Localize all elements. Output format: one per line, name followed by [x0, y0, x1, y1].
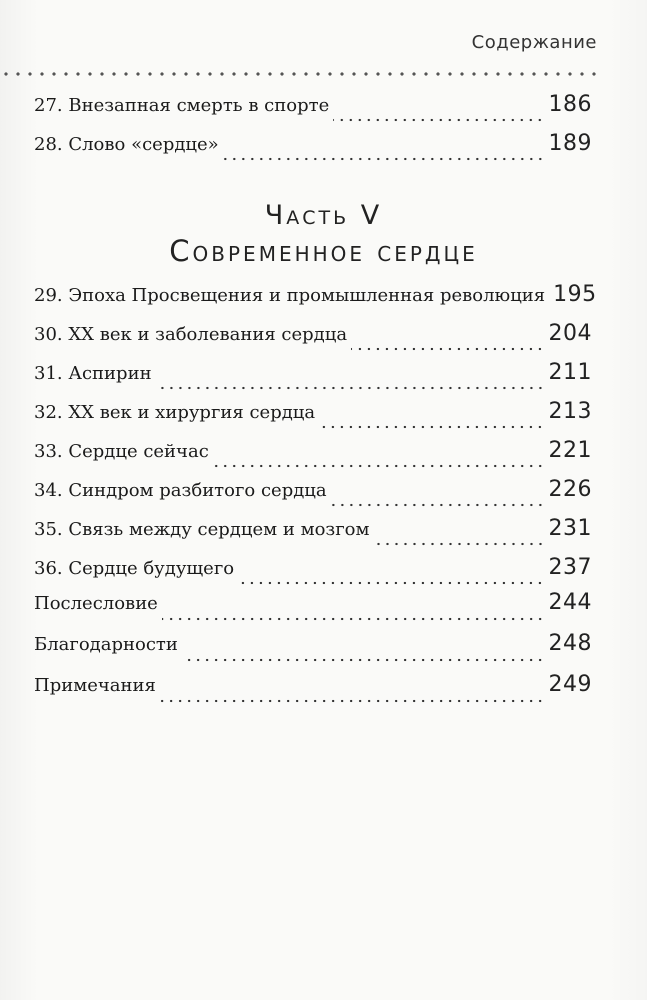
running-head: Содержание: [471, 32, 597, 53]
dot-leader: [319, 425, 544, 429]
dot-leader: [238, 581, 544, 585]
toc-entry-page: 195: [553, 282, 597, 307]
toc-entry-title: 33. Сердце сейчас: [34, 441, 209, 462]
toc-entry-page: 237: [548, 555, 592, 580]
toc-entry-title: 30. XX век и заболевания сердца: [34, 324, 348, 345]
toc-entry-30[interactable]: [34, 321, 592, 360]
toc-entry-page: 249: [548, 672, 592, 697]
dot-leader: [213, 464, 545, 468]
dot-leader: [333, 118, 544, 122]
part-title: Современное сердце: [169, 234, 478, 268]
toc-entry-acknowledgements[interactable]: [34, 631, 592, 672]
toc-entry-page: 211: [548, 360, 592, 385]
dot-leader: [374, 542, 545, 546]
toc-entry-title: 35. Связь между сердцем и мозгом: [34, 519, 370, 540]
toc-entry-27[interactable]: [34, 92, 592, 131]
toc-entry-title: 31. Аспирин: [34, 363, 152, 384]
toc-entry-page: 226: [548, 477, 592, 502]
toc-entry-title: 28. Слово «сердце»: [34, 134, 219, 155]
dot-leader: [182, 658, 545, 662]
toc-entry-28[interactable]: [34, 131, 592, 170]
toc-entry-page: 244: [548, 590, 592, 615]
part-label: Часть V: [264, 200, 383, 231]
toc-entry-title: 27. Внезапная смерть в спорте: [34, 95, 330, 116]
toc-entry-page: 231: [548, 516, 592, 541]
toc-entry-title: Благодарности: [34, 634, 178, 655]
dot-leader: [156, 386, 545, 390]
toc-entry-page: 248: [548, 631, 592, 656]
toc-entry-title: 32. XX век и хирургия сердца: [34, 402, 316, 423]
toc-entry-page: 204: [548, 321, 592, 346]
dotted-header-rule: [0, 72, 603, 76]
dot-leader: [160, 699, 545, 703]
toc-entry-title: 29. Эпоха Просвещения и промышленная революция: [34, 285, 546, 306]
dot-leader: [331, 503, 545, 507]
toc-entry-notes[interactable]: [34, 672, 592, 713]
toc-entry-page: 221: [548, 438, 592, 463]
toc-entry-title: 36. Сердце будущего: [34, 558, 235, 579]
toc-section-back-matter: [34, 590, 592, 713]
toc-section-part-5: [34, 282, 597, 594]
toc-section-top: [34, 92, 592, 170]
toc-entry-32[interactable]: [34, 399, 592, 438]
toc-entry-title: 34. Синдром разбитого сердца: [34, 480, 327, 501]
toc-entry-31[interactable]: [34, 360, 592, 399]
toc-entry-29[interactable]: [34, 282, 597, 321]
toc-entry-33[interactable]: [34, 438, 592, 477]
toc-entry-36[interactable]: [34, 555, 592, 594]
toc-entry-page: 213: [548, 399, 592, 424]
toc-entry-34[interactable]: [34, 477, 592, 516]
toc-entry-page: 189: [548, 131, 592, 156]
toc-entry-title: Примечания: [34, 675, 156, 696]
toc-entry-35[interactable]: [34, 516, 592, 555]
toc-entry-page: 186: [548, 92, 592, 117]
dot-leader: [351, 347, 544, 351]
toc-entry-afterword[interactable]: [34, 590, 592, 631]
dot-leader: [162, 617, 545, 621]
dot-leader: [223, 157, 545, 161]
toc-entry-title: Послесловие: [34, 593, 158, 614]
